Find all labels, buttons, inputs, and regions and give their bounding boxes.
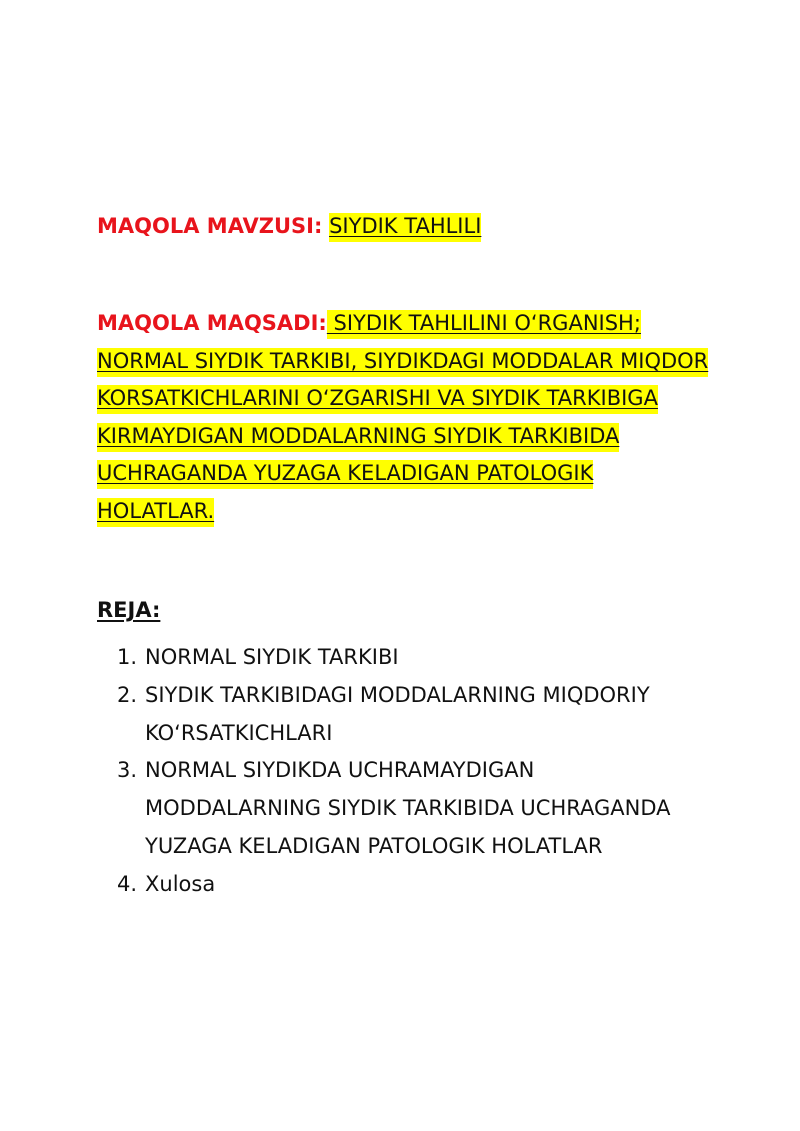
list-item-number: 3. — [117, 758, 138, 783]
list-item — [117, 752, 717, 865]
list-item-text: Xulosa — [145, 871, 216, 896]
list-item — [117, 639, 717, 677]
plan-title: REJA: — [97, 598, 161, 622]
list-item-text: SIYDIK TARKIBIDAGI MODDALARNING MIQDORIY KO‘RSATKICHLARI — [145, 682, 650, 745]
article-purpose — [97, 305, 717, 530]
plan-list — [117, 639, 717, 904]
list-item-number: 1. — [117, 645, 138, 669]
list-item-text: NORMAL SIYDIKDA UCHRAMAYDIGAN MODDALARNING SIYDIK TARKIBIDA UCHRAGANDA YUZAGA KELADIGAN PATOLOGIK HOLATLAR — [145, 758, 671, 858]
list-item-number: 2. — [117, 682, 138, 707]
list-item — [117, 677, 717, 753]
article-topic — [97, 207, 737, 245]
purpose-value: SIYDIK TAHLILINI O‘RGANISH; NORMAL SIYDIK TARKIBI, SIYDIKDAGI MODDALAR MIQDOR KORSATKICHLARINI O‘ZGARISHI VA SIYDIK TARKIBIGA KIRMAYDIGAN MODDALARNING SIYDIK TARKIBIDA UCHRAGANDA YUZAGA KELADIGAN PATOLOGIK HOLATLAR. — [97, 310, 708, 527]
topic-value: SIYDIK TAHLILI — [329, 213, 481, 242]
list-item — [117, 866, 717, 904]
topic-label: MAQOLA MAVZUSI: — [97, 214, 323, 238]
list-item-number: 4. — [117, 871, 138, 896]
list-item-text: NORMAL SIYDIK TARKIBI — [145, 645, 399, 669]
purpose-label: MAQOLA MAQSADI: — [97, 311, 327, 335]
